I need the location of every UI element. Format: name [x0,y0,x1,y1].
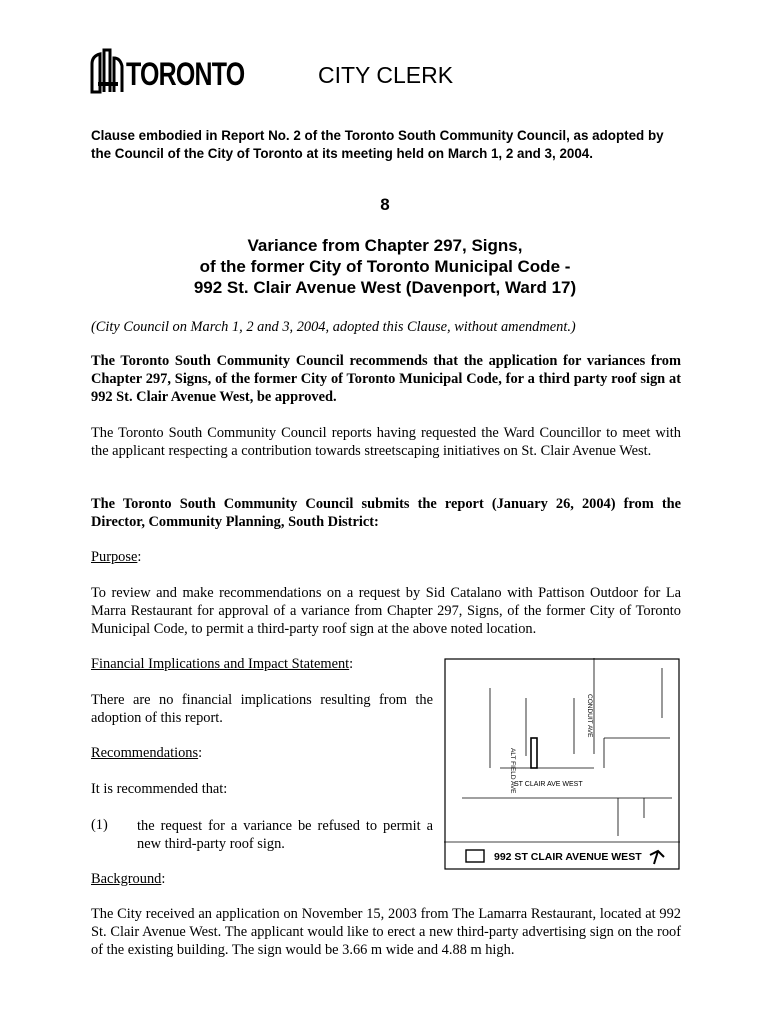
financial-heading: Financial Implications and Impact Statement: [91,656,354,672]
purpose-text: To review and make recommendations on a request by Sid Catalano with Pattison Outdoor for La Marra Restaurant for approval of a variance from Chapter 297, Signs, of the former City of Toronto Municipal Code, to permit a third-party roof sign at the above noted location. [91,585,681,637]
legend-swatch [466,850,484,862]
council-note: (City Council on March 1, 2 and 3, 2004, adopted this Clause, without amendment.) [91,319,576,335]
recommendation-number: (1) [91,817,108,833]
background-heading: Background: [91,871,166,887]
financial-text: There are no financial implications resulting from the adoption of this report. [91,692,433,726]
clause-title [0,235,770,298]
location-map [444,658,680,870]
street-label-left: ALT FIELD AVE [509,748,516,794]
logo-wordmark: TORONTO [126,56,245,92]
recommendations-heading-text: Recommendations [91,745,199,761]
recommendations-intro: It is recommended that: [91,781,228,797]
background-text: The City received an application on November 15, 2003 from The Lamarra Restaurant, located at 992 St. Clair Avenue West. The applicant would like to erect a new third-party advertising sign on the roof of the existing building. The sign would be 3.66 m wide and 4.88 m high. [91,906,681,958]
street-label-right: CONDUIT AVE [586,694,593,738]
purpose-heading-text: Purpose [91,549,138,565]
subject-site-marker [531,738,537,768]
legend-label: 992 ST CLAIR AVENUE WEST [494,851,642,863]
clause-number: 8 [380,195,390,214]
recommendations-heading: Recommendations: [91,745,203,761]
recommendation-summary: The Toronto South Community Council recommends that the application for variances from Chapter 297, Signs, of the former City of Toronto Municipal Code, for a third party roof sign at 992 St. Clair Avenue West, be approved. [91,353,681,405]
recommendation-item: the request for a variance be refused to permit a new third-party roof sign. [137,818,433,852]
title-line: 992 St. Clair Avenue West (Davenport, Ward 17) [193,278,577,297]
reports-paragraph: The Toronto South Community Council reports having requested the Ward Councillor to meet with the applicant respecting a contribution towards streetscaping initiatives on St. Clair Avenue West. [91,425,681,459]
title-line: Variance from Chapter 297, Signs, [247,236,523,255]
street-label-main: ST CLAIR AVE WEST [514,781,583,788]
background-heading-text: Background [91,871,162,887]
adoption-statement: Clause embodied in Report No. 2 of the Toronto South Community Council, as adopted by the Council of the City of Toronto at its meeting held on March 1, 2 and 3, 2004. [91,128,664,161]
financial-heading-text: Financial Implications and Impact Statement [91,656,350,672]
submits-paragraph: The Toronto South Community Council submits the report (January 26, 2004) from the Director, Community Planning, South District: [91,496,681,530]
purpose-heading: Purpose: [91,549,142,565]
title-line: of the former City of Toronto Municipal Code - [199,257,571,276]
page-title: CITY CLERK [318,62,454,88]
